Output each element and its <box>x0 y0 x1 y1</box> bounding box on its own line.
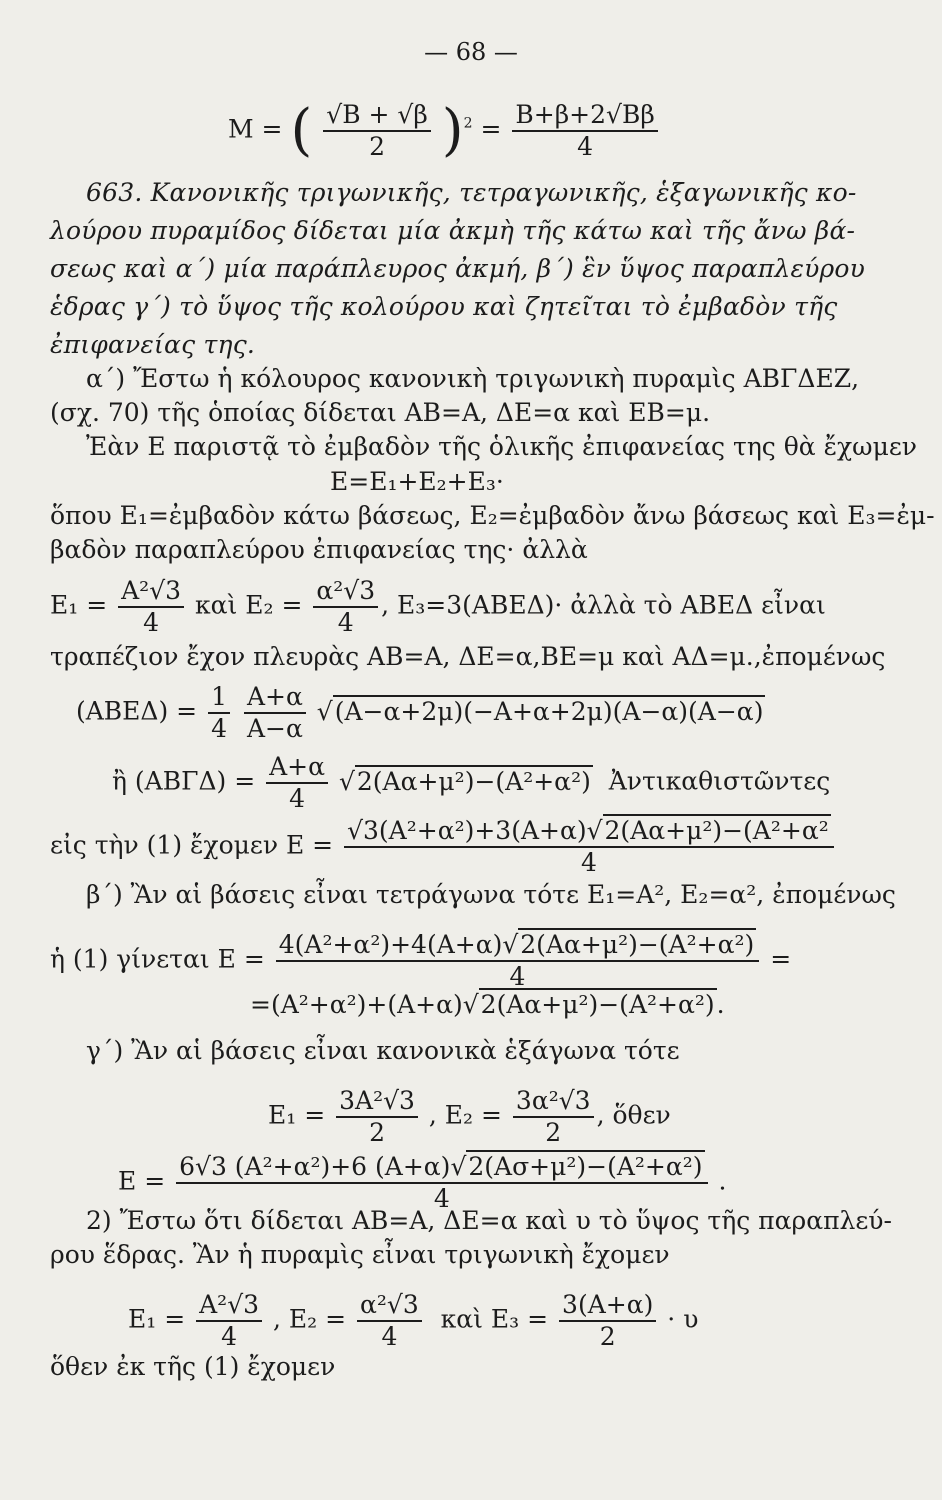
text-line: τραπέζιον ἔχον πλευρὰς ΑΒ=Α, ΔΕ=α,ΒΕ=μ καὶ ΑΔ=μ.,ἐπομένως <box>50 642 886 671</box>
text-line: ὅπου Ε₁=ἐμβαδὸν κάτω βάσεως, Ε₂=ἐμβαδὸν ἄνω βάσεως καὶ Ε₃=ἐμ- <box>50 501 935 530</box>
text-line: βαδὸν παραπλεύρου ἐπιφανείας της· ἀλλὰ <box>50 535 588 564</box>
equation-e1-e2-e3: Ε₁ = $\frac{\text{Α²√3}}{4}$ καὶ Ε₂ = $\frac{\text{α²√3}}{4}$ , Ε₃=3(ΑΒΕΔ)· ἀλλὰ τὸ ΑΒΕΔ εἶναι <box>50 576 826 637</box>
text-line: β΄) Ἂν αἱ βάσεις εἶναι τετράγωνα τότε Ε₁=Α², Ε₂=α², ἐπομένως <box>86 880 896 909</box>
fraction-numerator: B+β+2√Bβ <box>512 100 657 132</box>
text-line: ρου ἕδρας. Ἂν ἡ πυραμὶς εἶναι τριγωνικὴ ἔχομεν <box>50 1240 670 1269</box>
equation-e-triangular: εἰς τὴν (1) ἔχομεν Ε = $\frac{\text{√3(Α²+α²)+3(Α+α)√ 2(Αα+μ²)−(Α²+α²}}{4}$ <box>50 816 837 878</box>
page-number: — 68 — <box>424 38 518 66</box>
text-line: 2) Ἔστω ὅτι δίδεται ΑΒ=Α, ΔΕ=α καὶ υ τὸ ὕψος τῆς παραπλεύ- <box>86 1206 892 1235</box>
equation-e-sum: Ε=Ε₁+Ε₂+Ε₃· <box>330 467 504 496</box>
problem-line-4: ἑδρας γ΄) τὸ ὕψος τῆς κολούρου καὶ ζητεῖται τὸ ἐμβαδὸν τῆς <box>50 292 838 321</box>
problem-line-5: ἐπιφανείας της. <box>50 330 256 359</box>
text-line: Ἐὰν Ε παριστᾷ τὸ ἐμβαδὸν τῆς ὁλικῆς ἐπιφανείας της θὰ ἔχωμεν <box>86 432 917 461</box>
fraction-denominator: 2 <box>369 132 385 161</box>
text-line: γ΄) Ἂν αἱ βάσεις εἶναι κανονικὰ ἑξάγωνα τότε <box>86 1036 680 1065</box>
equation-e-hexagon: Ε = $\frac{\text{6√3 (Α²+α²)+6 (Α+α)√ 2(Ασ+μ²)−(Α²+α²)}}{4}$ . <box>118 1152 726 1214</box>
problem-line-2: λούρου πυραμίδος δίδεται μία ἀκμὴ τῆς κάτω καὶ τῆς ἄνω βά- <box>50 216 856 245</box>
problem-line-1: 663. Κανονικῆς τριγωνικῆς, τετραγωνικῆς, ἑξαγωνικῆς κο- <box>86 178 857 207</box>
fraction-numerator: √B + √β <box>323 100 431 132</box>
equation-abgd: ἢ (ΑΒΓΔ) = $\frac{A+\alpha}{4}$ √ 2(Αα+μ²)−(Α²+α²) Ἀντικαθιστῶντες <box>112 752 830 814</box>
equation-e-square-simplified: =(Α²+α²)+(Α+α)√ 2(Αα+μ²)−(Α²+α²). <box>250 990 725 1020</box>
problem-line-3: σεως καὶ α΄) μία παράπλευρος ἀκμή, β΄) ἓν ὕψος παραπλεύρου <box>50 254 866 283</box>
equation-hexagon-bases: Ε₁ = $\frac{\text{3Α²√3}}{2}$ , Ε₂ = $\frac{\text{3α²√3}}{2}$ , ὅθεν <box>268 1086 671 1147</box>
text-line: α΄) Ἔστω ἡ κόλουρος κανονικὴ τριγωνικὴ πυραμὶς ΑΒΓΔΕΖ, <box>86 364 860 393</box>
equation-e-square: ἡ (1) γίνεται Ε = $\frac{\text{4(Α²+α²)+4(Α+α)√ 2(Αα+μ²)−(Α²+α²)}}{4}$ = <box>50 930 791 992</box>
fraction-denominator: 4 <box>577 132 594 161</box>
text-line: ὅθεν ἐκ τῆς (1) ἔχομεν <box>50 1352 336 1381</box>
equation-abed: (ΑΒΕΔ) = $\frac{1}{4}$ $\frac{A+\alpha}{A-\alpha}$ √ (Α−α+2μ)(−Α+α+2μ)(Α−α)(Α−α) <box>76 682 765 744</box>
equation-m: M = ( $\frac{√B + √\beta}{2}$ )$^2$ = $\frac{B+\beta+2√B\beta}{4}$ <box>228 100 661 162</box>
equation-height-case: Ε₁ = $\frac{\text{Α²√3}}{4}$ , Ε₂ = $\frac{\text{α²√3}}{4}$ καὶ Ε₃ = $\frac{3(A+\alpha)}{2}$ · υ <box>128 1290 699 1351</box>
text-line: (σχ. 70) τῆς ὁποίας δίδεται ΑΒ=Α, ΔΕ=α καὶ ΕΒ=μ. <box>50 398 711 427</box>
